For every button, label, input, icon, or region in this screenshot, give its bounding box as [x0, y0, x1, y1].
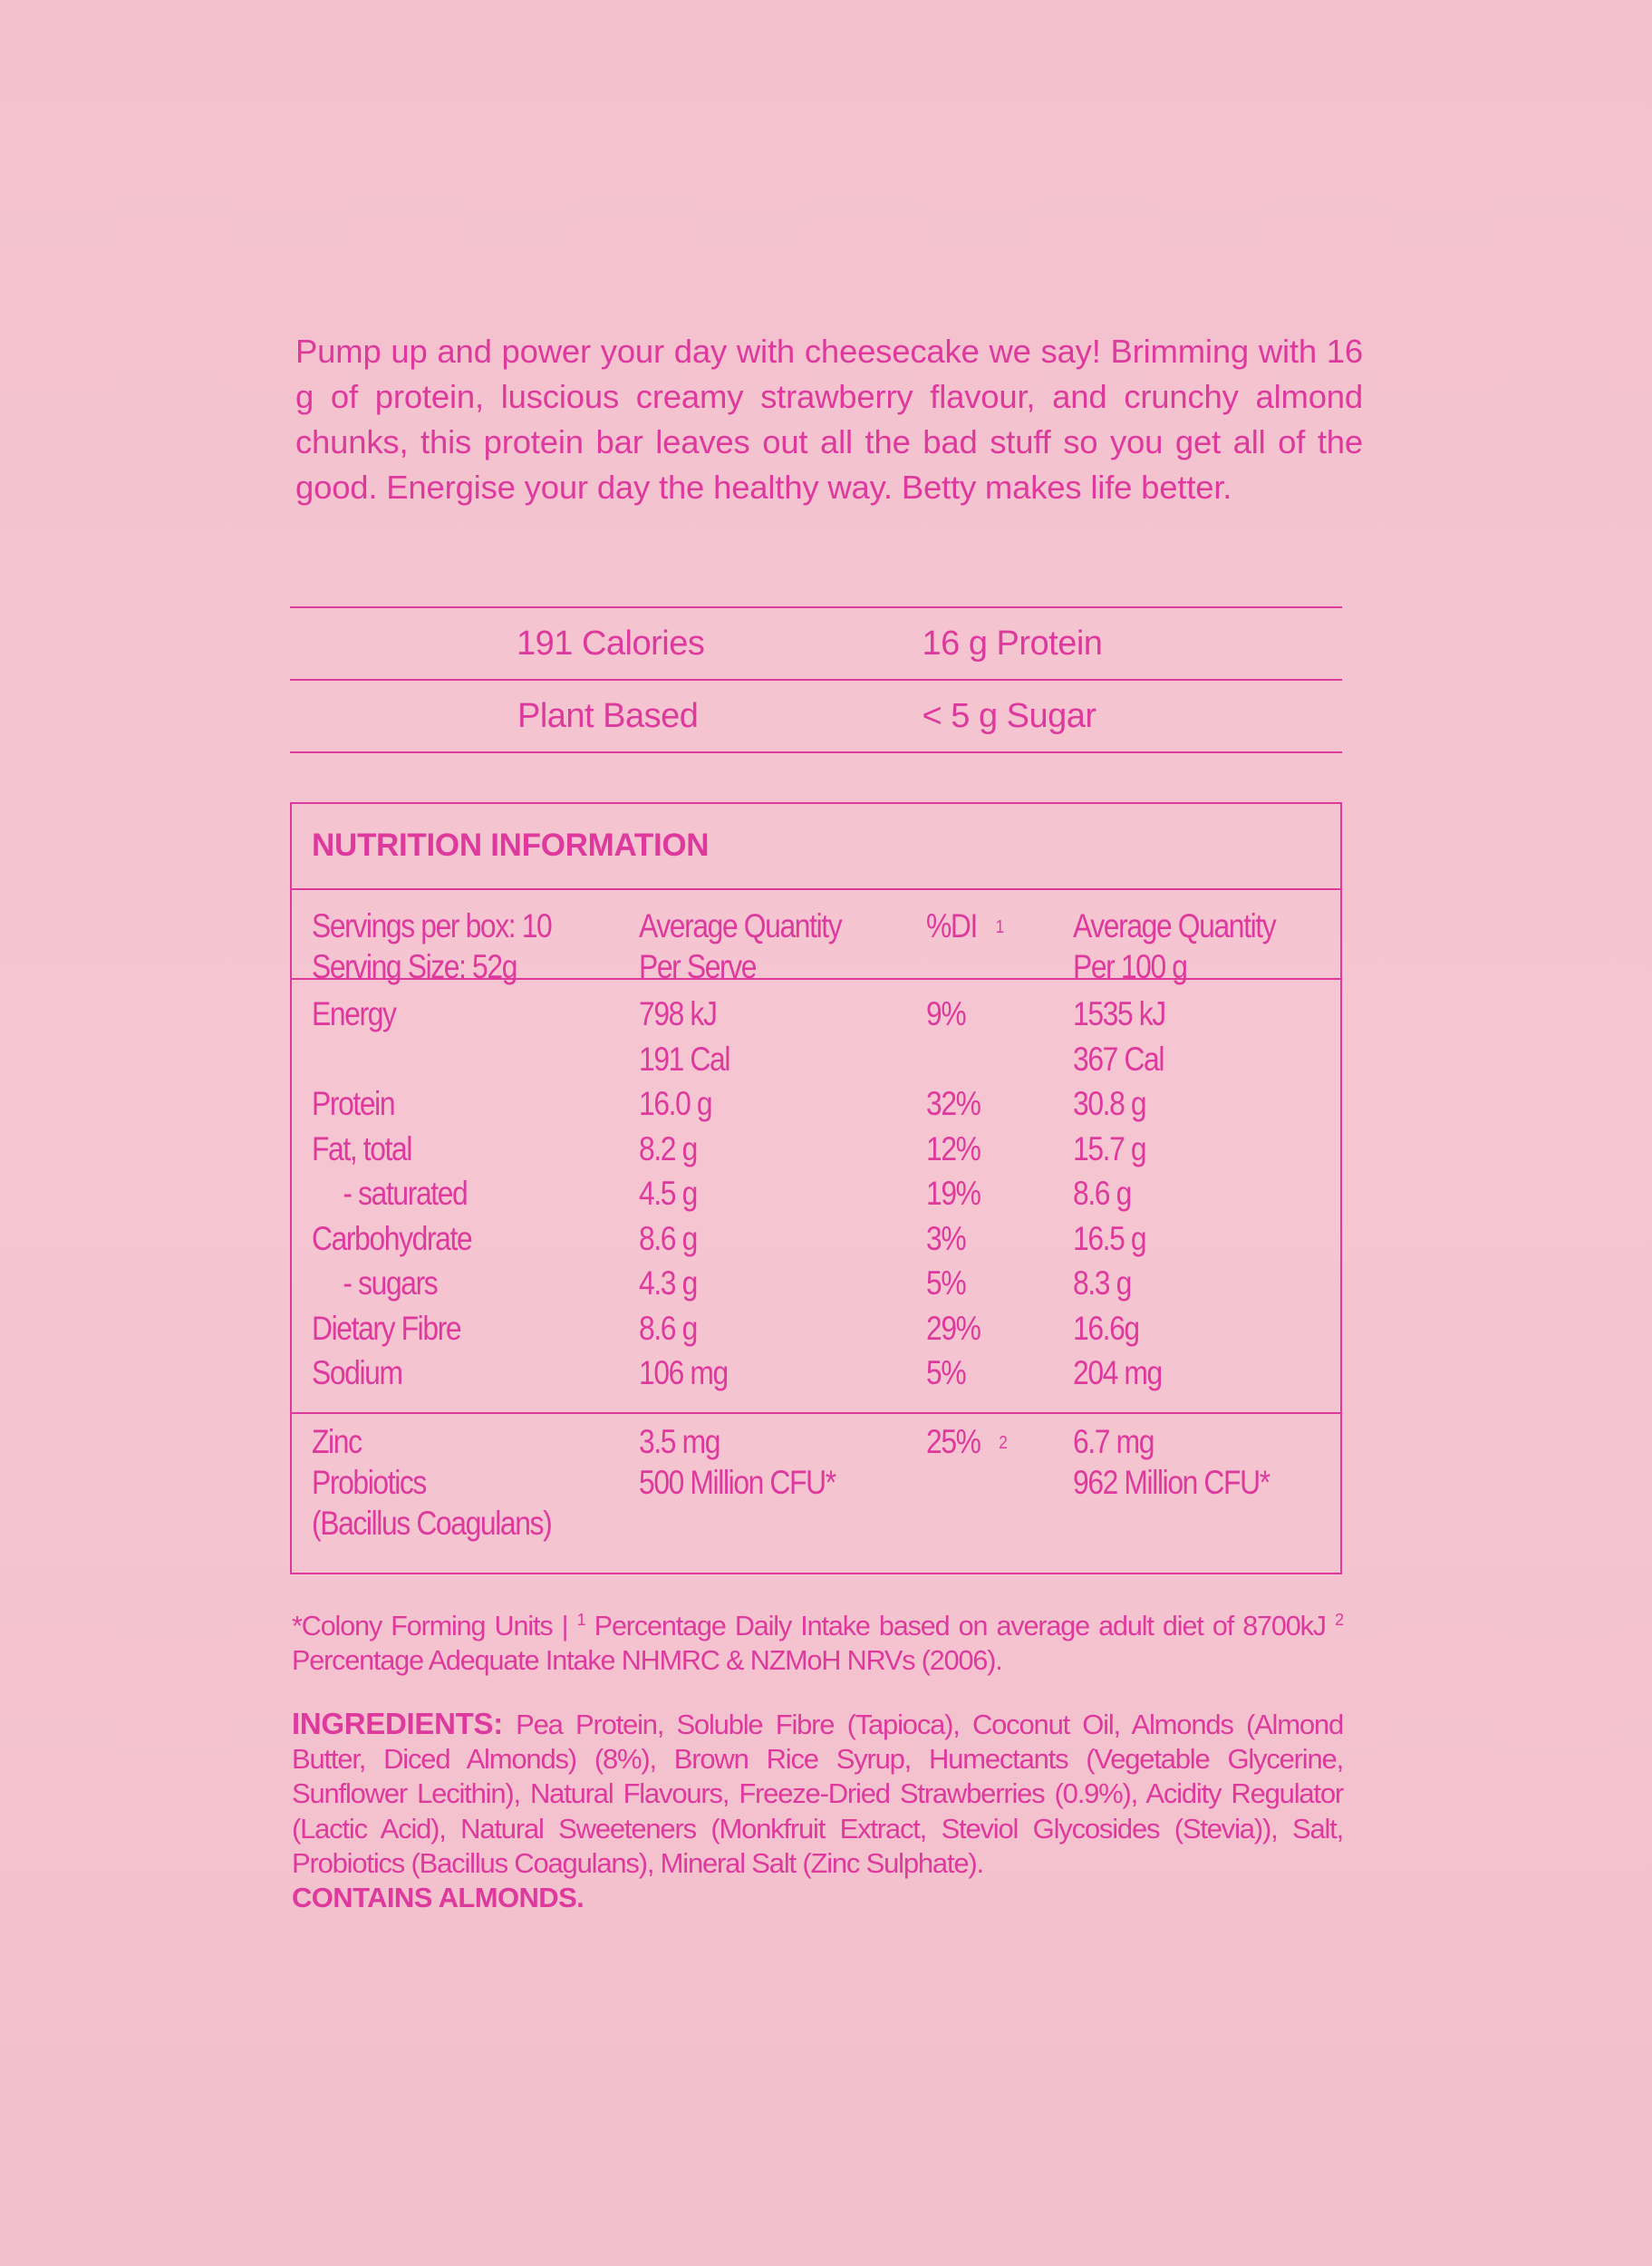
nutrient-per100-cell: 1535 kJ — [1073, 995, 1165, 1032]
per-100-values — [1073, 992, 1165, 1396]
avg-per-serve-line-2: Per Serve — [639, 948, 757, 985]
nutrient-di-cell — [926, 1037, 981, 1082]
probiotics-serve: 500 Million CFU* — [639, 1464, 836, 1501]
highlight-sugar: < 5 g Sugar — [922, 696, 1097, 735]
nutrient-di-cell: 32% — [926, 1085, 981, 1122]
footnote-daily-intake: Percentage Daily Intake based on average adult diet of 8700kJ — [584, 1611, 1336, 1642]
nutrition-information-panel — [290, 802, 1342, 1574]
nutrient-per100-cell: 8.3 g — [1073, 1264, 1131, 1302]
nutrition-rows — [292, 980, 1340, 1414]
di-values — [926, 992, 981, 1396]
nutrient-serve-cell: 8.6 g — [639, 1219, 697, 1257]
zinc-di-footnote-marker: 2 — [999, 1433, 1007, 1453]
footnote-adequate-intake: Percentage Adequate Intake NHMRC & NZMoH NRVs (2006). — [292, 1645, 1002, 1677]
nutrient-name-cell: Protein — [312, 1085, 395, 1122]
probiotics-label: Probiotics — [312, 1464, 426, 1501]
nutrient-di-cell: 5% — [926, 1264, 966, 1302]
servings-info — [312, 905, 551, 987]
extra-serve-values — [639, 1421, 836, 1503]
footnote-marker-2: 2 — [1335, 1611, 1344, 1629]
nutrient-serve-cell: 4.5 g — [639, 1175, 697, 1212]
nutrient-di-cell: 5% — [926, 1354, 966, 1391]
ingredients-text: Pea Protein, Soluble Fibre (Tapioca), Coconut Oil, Almonds (Almond Butter, Diced Almonds) (8%), Brown Rice Syrup, Humectants (Vegetable Glycerine, Sunflower Lecithin), Natural Flavours, Freeze-Dried Strawberries (0.9%), Acidity Regulator (Lactic Acid), Natural Sweeteners (Monkfruit Extract, Steviol Glycosides (Stevia)), Salt, Probiotics (Bacillus Coagulans), Mineral Salt (Zinc Sulphate). — [292, 1709, 1343, 1879]
avg-per-100-header — [1073, 905, 1275, 987]
nutrient-name-cell: - saturated — [343, 1175, 468, 1212]
di-footnote-marker: 1 — [995, 917, 1003, 937]
di-label: %DI — [926, 907, 977, 944]
probiotics-100: 962 Million CFU* — [1073, 1464, 1270, 1501]
zinc-label: Zinc — [312, 1423, 362, 1460]
nutrient-per100-cell: 30.8 g — [1073, 1085, 1146, 1122]
nutrient-name-cell — [312, 1037, 471, 1082]
nutrient-per100-cell: 204 mg — [1073, 1354, 1162, 1391]
per-serve-values — [639, 992, 729, 1396]
servings-per-box: Servings per box: 10 — [312, 907, 552, 944]
nutrient-serve-cell: 8.2 g — [639, 1129, 697, 1167]
nutrient-per100-cell: 15.7 g — [1073, 1129, 1146, 1167]
nutrient-serve-cell: 4.3 g — [639, 1264, 697, 1302]
highlight-protein: 16 g Protein — [922, 624, 1103, 663]
nutrient-name-cell: Fat, total — [312, 1129, 412, 1167]
footnote-cfu: *Colony Forming Units | — [292, 1611, 577, 1642]
nutrient-per100-cell: 367 Cal — [1073, 1040, 1164, 1078]
zinc-di: 25% — [926, 1423, 981, 1460]
probiotics-sublabel: (Bacillus Coagulans) — [312, 1505, 552, 1542]
nutrient-di-cell: 12% — [926, 1129, 981, 1167]
extra-100-values — [1073, 1421, 1270, 1503]
ingredients-label: INGREDIENTS: — [292, 1707, 503, 1740]
nutrient-name-cell: Sodium — [312, 1354, 402, 1391]
highlight-calories: 191 Calories — [517, 624, 705, 663]
nutrient-name-cell: - sugars — [343, 1264, 438, 1302]
nutrient-per100-cell: 16.5 g — [1073, 1219, 1146, 1257]
serving-size: Serving Size: 52g — [312, 948, 517, 985]
extra-di-values — [926, 1421, 1006, 1462]
avg-per-serve-header — [639, 905, 841, 987]
avg-per-100-line-2: Per 100 g — [1073, 948, 1187, 985]
allergen-statement: CONTAINS ALMONDS. — [292, 1882, 584, 1914]
nutrient-di-cell: 3% — [926, 1219, 966, 1257]
footnote-marker-1: 1 — [576, 1611, 585, 1629]
nutrient-serve-cell: 191 Cal — [639, 1040, 730, 1078]
nutrient-name-cell: Dietary Fibre — [312, 1309, 461, 1347]
nutrient-serve-cell: 798 kJ — [639, 995, 717, 1032]
highlight-plant-based: Plant Based — [517, 696, 699, 735]
nutrient-di-cell: 9% — [926, 995, 966, 1032]
nutrient-serve-cell: 106 mg — [639, 1354, 728, 1391]
nutrition-title: NUTRITION INFORMATION — [292, 804, 1340, 890]
nutrient-serve-cell: 16.0 g — [639, 1085, 712, 1122]
nutrient-di-cell: 29% — [926, 1309, 981, 1347]
di-header — [926, 905, 1003, 946]
avg-per-100-line-1: Average Quantity — [1073, 907, 1276, 944]
nutrient-name-cell: Carbohydrate — [312, 1219, 472, 1257]
extra-names — [312, 1421, 551, 1544]
product-highlights — [290, 606, 1342, 753]
zinc-serve: 3.5 mg — [639, 1423, 720, 1460]
nutrient-di-cell: 19% — [926, 1175, 981, 1212]
nutrient-per100-cell: 8.6 g — [1073, 1175, 1131, 1212]
nutrient-names — [312, 992, 471, 1396]
nutrient-serve-cell: 8.6 g — [639, 1309, 697, 1347]
nutrient-name-cell: Energy — [312, 995, 396, 1032]
avg-per-serve-line-1: Average Quantity — [639, 907, 842, 944]
product-description: Pump up and power your day with cheesecake we say! Brimming with 16 g of protein, luscious creamy strawberry flavour, and crunchy almond chunks, this protein bar leaves out all the bad stuff so you get all of the good. Energise your day the healthy way. Betty makes life better. — [295, 333, 1363, 506]
highlights-row — [290, 679, 1342, 753]
nutrient-per100-cell: 16.6g — [1073, 1309, 1139, 1347]
zinc-100: 6.7 mg — [1073, 1423, 1154, 1460]
ingredients-list — [292, 1707, 1343, 1915]
nutrition-header — [292, 890, 1340, 985]
highlights-row — [290, 606, 1342, 679]
nutrition-footnote — [292, 1603, 1343, 1678]
